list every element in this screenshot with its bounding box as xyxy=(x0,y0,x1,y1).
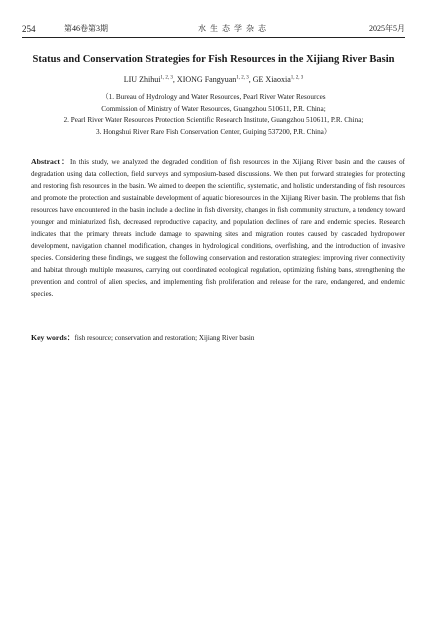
abstract-label: Abstract： xyxy=(31,157,70,166)
running-header xyxy=(22,23,405,35)
keywords-text: fish resource; conservation and restoration; Xijiang River basin xyxy=(74,334,255,342)
author-affiliation-marker: 1, 2, 3 xyxy=(236,75,249,81)
volume-issue: 第46卷第3期 xyxy=(64,24,108,33)
author-name: XIONG Fangyuan xyxy=(176,75,237,84)
page-number: 254 xyxy=(22,24,36,34)
article-title: Status and Conservation Strategies for Fish Resources in the Xijiang River Basin xyxy=(32,54,395,65)
author-name: LIU Zhihui xyxy=(123,75,161,84)
affiliation-line: Commission of Ministry of Water Resources, Guangzhou 510611, P.R. China; xyxy=(101,104,326,113)
keywords xyxy=(31,332,405,344)
affiliation-line: 2. Pearl River Water Resources Protection Scientific Research Institute, Guangzhou 510611, P.R. China; xyxy=(63,116,364,125)
keywords-label: Key words： xyxy=(31,333,75,342)
abstract-text: In this study, we analyzed the degraded condition of fish resources in the Xijiang River basin and the causes of degradation using data collection, field surveys and symposium-based discussions. We then put forward strategies for protecting and restoring fish resources in the basin. We aimed to deepen the scientific, systematic, and holistic understanding of fish resources and promote the protection and sustainable development of aquatic bioresources in the Xijiang River basin. The problems that fish resources have encountered in the basin include a decline in fish diversity, changes in fish community structure, a tendency toward younger and miniaturized fish, decreased reproductive capacity, and population declines of rare and endemic species. Research indicates that the primary threats include damage to spawning sites and migration routes caused by cascaded hydropower development, navigation channel modification, changes in hydrological conditions, overfishing, and the introduction of invasive species. Considering these findings, we suggest the following conservation and restoration strategies: improving river connectivity and habitat through multiple measures, carrying out coordinated ecological regulation, optimizing fishing bans, strengthening the prevention and control of alien species, and implementing fish proliferation and release for the rare, endangered, and endemic species. xyxy=(31,158,406,298)
header-rule xyxy=(22,37,405,38)
journal-name: 水生态学杂志 xyxy=(198,24,270,33)
issue-date: 2025年5月 xyxy=(369,24,405,33)
author-name: GE Xiaoxia xyxy=(252,75,291,84)
abstract xyxy=(31,156,405,300)
affiliation-line: （1. Bureau of Hydrology and Water Resources, Pearl River Water Resources xyxy=(101,93,326,101)
author-separator: , xyxy=(172,75,177,84)
affiliations xyxy=(10,92,417,138)
author-separator: , xyxy=(248,75,253,84)
author-affiliation-marker: 1, 2, 3 xyxy=(160,75,173,81)
author-line xyxy=(10,74,417,85)
affiliation-line: 3. Hongshui River Rare Fish Conservation Center, Guiping 537200, P.R. China） xyxy=(95,127,332,136)
author-affiliation-marker: 1, 2, 3 xyxy=(290,75,304,81)
